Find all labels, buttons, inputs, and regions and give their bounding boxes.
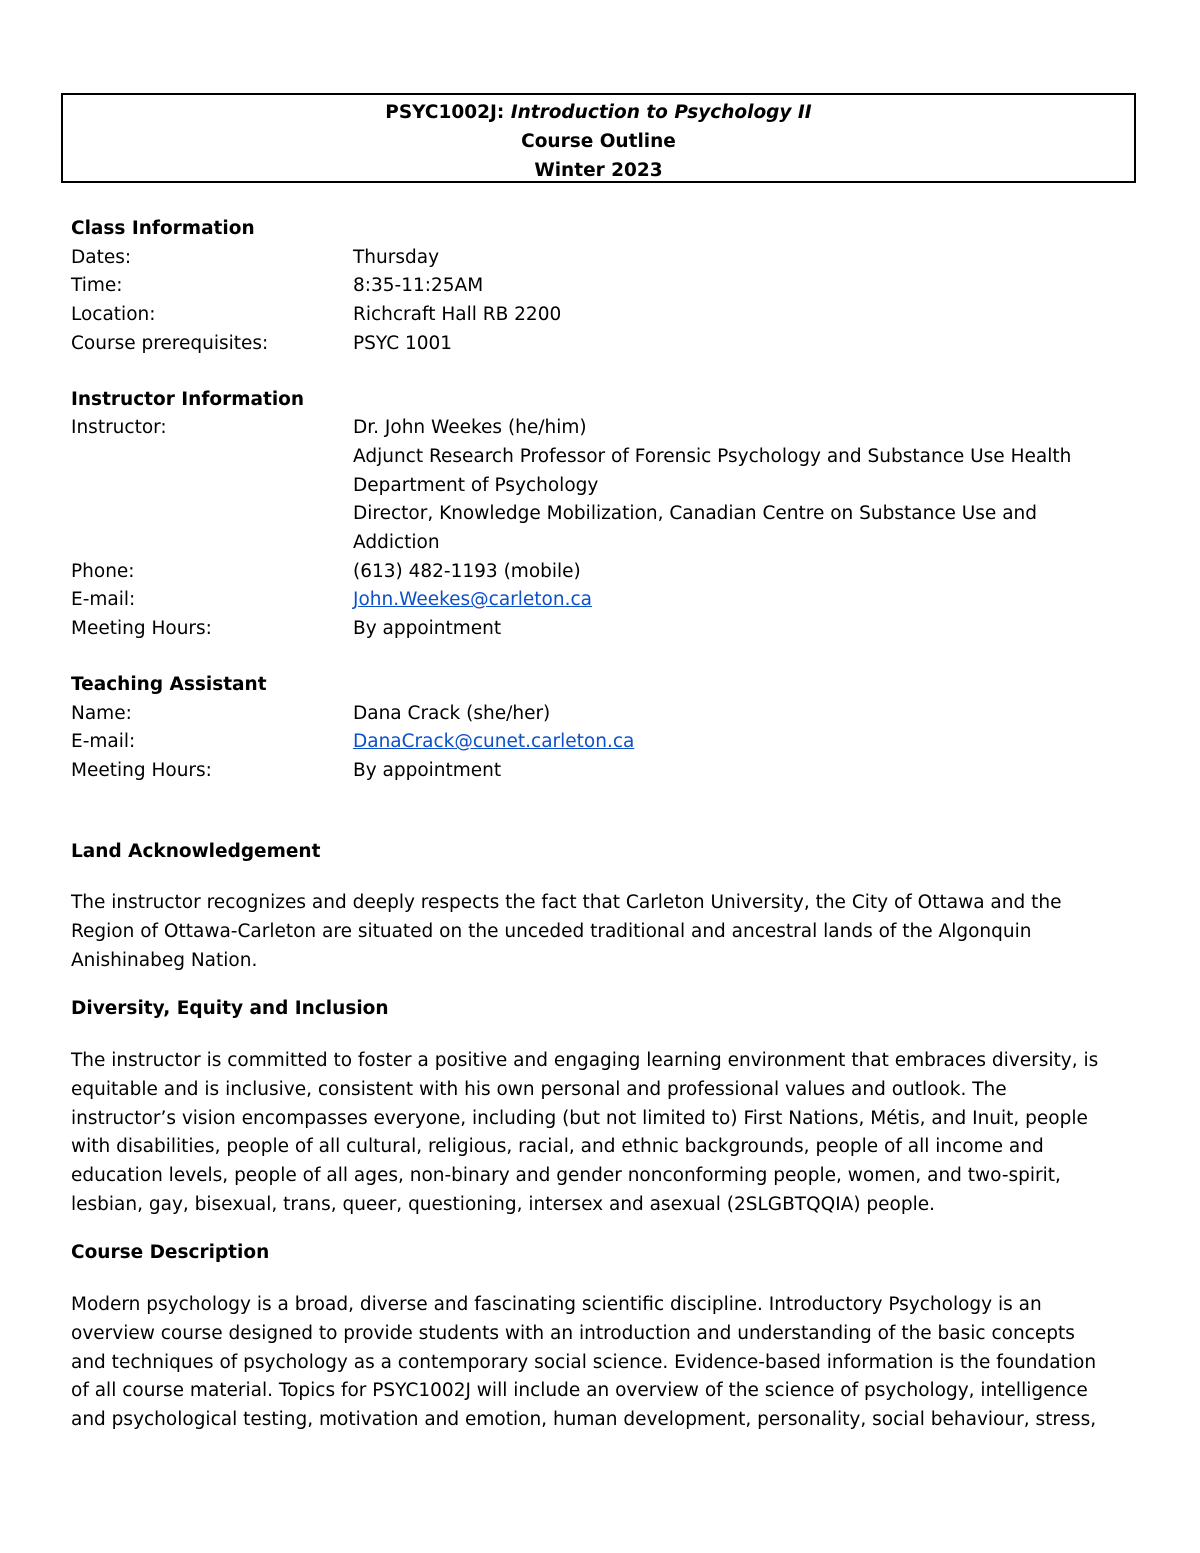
spacer — [71, 1268, 1131, 1291]
phone-row — [71, 558, 1131, 587]
course-title-line — [63, 98, 1134, 127]
paragraph-line: and psychological testing, motivation and emotion, human development, personality, social behaviour, stress, — [71, 1408, 1097, 1430]
dei-paragraph — [71, 1047, 1131, 1219]
ta-heading: Teaching Assistant — [71, 673, 267, 695]
course-code: PSYC1002J: — [385, 102, 511, 123]
instructor-details — [353, 414, 1131, 558]
course-description-paragraph — [71, 1291, 1131, 1435]
paragraph-line: Region of Ottawa-Carleton are situated on the unceded traditional and ancestral lands of the Algonquin — [71, 921, 1032, 943]
course-outline-subtitle: Course Outline — [521, 131, 676, 152]
spacer — [71, 1024, 1131, 1047]
instructor-label: Instructor: — [71, 417, 167, 439]
course-title-box — [61, 93, 1136, 183]
land-ack-heading: Land Acknowledgement — [71, 840, 321, 862]
spacer — [71, 866, 1131, 889]
paragraph-line: instructor’s vision encompasses everyone, including (but not limited to) First Nations, Métis, and Inuit, people — [71, 1107, 1088, 1129]
ta-email-row — [71, 728, 1131, 757]
instructor-title: Adjunct Research Professor of Forensic Psychology and Substance Use Health — [353, 445, 1072, 467]
info-label: Course prerequisites: — [71, 332, 269, 354]
info-label: Location: — [71, 304, 156, 326]
email-label: E-mail: — [71, 589, 136, 611]
course-name: Introduction to Psychology II — [510, 102, 812, 123]
class-info-row — [71, 301, 1131, 330]
info-value: PSYC 1001 — [353, 332, 453, 354]
spacer — [71, 786, 1131, 838]
info-value: 8:35-11:25AM — [353, 275, 484, 297]
paragraph-line: The instructor recognizes and deeply respects the fact that Carleton University, the City of Ottawa and the — [71, 892, 1062, 914]
instructor-row — [71, 414, 1131, 558]
ta-meeting-hours-value: By appointment — [353, 759, 502, 781]
document-content — [71, 215, 1131, 1435]
instructor-role-cont: Addiction — [353, 532, 440, 554]
phone-label: Phone: — [71, 560, 135, 582]
paragraph-line: of all course material. Topics for PSYC1002J will include an overview of the science of psychology, intelligence — [71, 1380, 1088, 1402]
paragraph-line: Modern psychology is a broad, diverse and fascinating scientific discipline. Introductory Psychology is an — [71, 1294, 1042, 1316]
paragraph-line: The instructor is committed to foster a positive and engaging learning environment that embraces diversity, is — [71, 1050, 1099, 1072]
course-term: Winter 2023 — [534, 160, 663, 181]
info-label: Dates: — [71, 246, 132, 268]
phone-value: (613) 482-1193 (mobile) — [353, 560, 581, 582]
course-description-heading: Course Description — [71, 1242, 270, 1264]
instructor-department: Department of Psychology — [353, 474, 599, 496]
land-ack-paragraph — [71, 889, 1131, 975]
class-info-heading: Class Information — [71, 218, 255, 239]
instructor-name: Dr. John Weekes (he/him) — [353, 417, 587, 439]
ta-name-row — [71, 700, 1131, 729]
paragraph-line: lesbian, gay, bisexual, trans, queer, questioning, intersex and asexual (2SLGBTQQIA) people. — [71, 1193, 936, 1215]
dei-heading: Diversity, Equity and Inclusion — [71, 998, 389, 1020]
paragraph-line: Anishinabeg Nation. — [71, 949, 258, 971]
ta-meeting-hours-label: Meeting Hours: — [71, 759, 212, 781]
ta-name-label: Name: — [71, 702, 132, 724]
ta-name-value: Dana Crack (she/her) — [353, 702, 551, 724]
instructor-info-heading: Instructor Information — [71, 388, 305, 410]
info-value: Richcraft Hall RB 2200 — [353, 304, 562, 326]
class-info-row — [71, 330, 1131, 359]
spacer — [71, 644, 1131, 671]
ta-meeting-hours-row — [71, 757, 1131, 786]
spacer — [71, 1219, 1131, 1239]
spacer — [71, 359, 1131, 386]
paragraph-line: overview course designed to provide students with an introduction and understanding of the basic concepts — [71, 1322, 1075, 1344]
class-info-row — [71, 244, 1131, 273]
info-label: Time: — [71, 275, 123, 297]
ta-email-link[interactable]: DanaCrack@cunet.carleton.ca — [353, 731, 635, 753]
meeting-hours-value: By appointment — [353, 618, 502, 640]
paragraph-line: and techniques of psychology as a contemporary social science. Evidence-based information is the foundation — [71, 1351, 1097, 1373]
info-value: Thursday — [353, 246, 440, 268]
instructor-role: Director, Knowledge Mobilization, Canadian Centre on Substance Use and — [353, 503, 1037, 525]
paragraph-line: equitable and is inclusive, consistent with his own personal and professional values and outlook. The — [71, 1078, 1007, 1100]
class-info-row — [71, 272, 1131, 301]
meeting-hours-label: Meeting Hours: — [71, 618, 212, 640]
email-row — [71, 586, 1131, 615]
ta-email-label: E-mail: — [71, 731, 136, 753]
meeting-hours-row — [71, 615, 1131, 644]
paragraph-line: education levels, people of all ages, non-binary and gender nonconforming people, women, and two-spirit, — [71, 1164, 1061, 1186]
instructor-email-link[interactable]: John.Weekes@carleton.ca — [353, 589, 592, 611]
spacer — [71, 975, 1131, 995]
paragraph-line: with disabilities, people of all cultural, religious, racial, and ethnic backgrounds, people of all income and — [71, 1136, 1044, 1158]
